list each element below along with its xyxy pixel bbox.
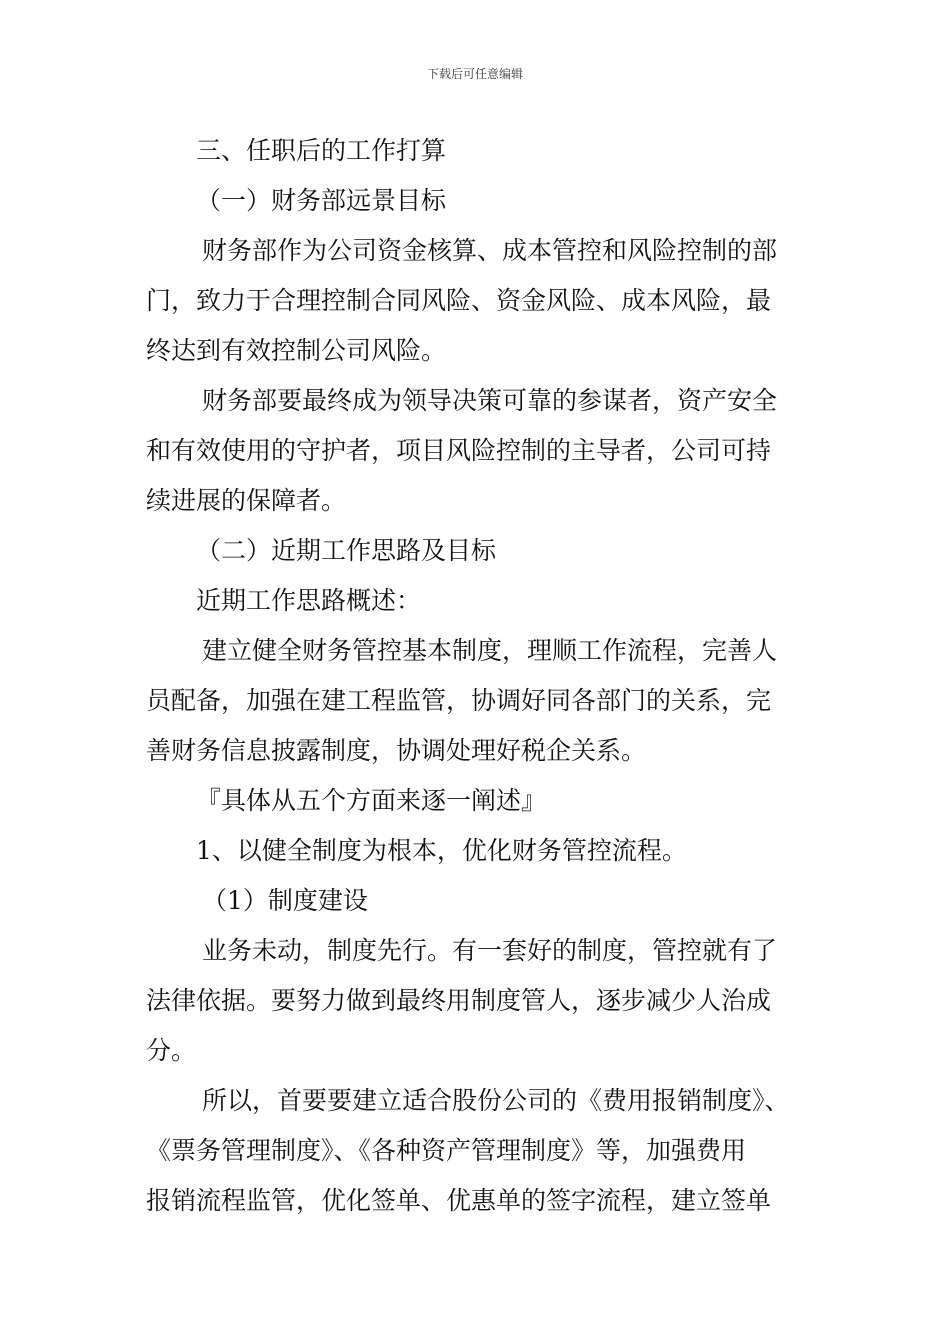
- paragraph-line: 报销流程监管，优化签单、优惠单的签字流程，建立签单: [146, 1186, 772, 1215]
- section-heading: 三、任职后的工作打算: [196, 136, 447, 165]
- paragraph-line: 『具体从五个方面来逐一阐述』: [196, 786, 547, 815]
- page-header: 下载后可任意编辑: [426, 67, 523, 81]
- subsection-heading: （一）财务部远景目标: [196, 186, 447, 215]
- paragraph-line: 和有效使用的守护者，项目风险控制的主导者，公司可持: [146, 436, 772, 465]
- paragraph-line: 员配备，加强在建工程监管，协调好同各部门的关系，完: [146, 686, 772, 715]
- paragraph-line: 善财务信息披露制度，协调处理好税企关系。: [146, 736, 647, 765]
- paragraph-line: 业务未动，制度先行。有一套好的制度，管控就有了: [202, 936, 778, 965]
- numbered-subheading: （1）制度建设: [202, 886, 368, 915]
- paragraph-line: 财务部作为公司资金核算、成本管控和风险控制的部: [202, 236, 778, 265]
- paragraph-line: 终达到有效控制公司风险。: [146, 336, 447, 365]
- subsection-heading: （二）近期工作思路及目标: [196, 536, 497, 565]
- paragraph-line: 法律依据。要努力做到最终用制度管人，逐步减少人治成: [146, 986, 772, 1015]
- paragraph-line: 所以，首要要建立适合股份公司的《费用报销制度》、: [202, 1086, 790, 1115]
- paragraph-line: 近期工作思路概述：: [196, 586, 422, 615]
- numbered-heading: 1、以健全制度为根本，优化财务管控流程。: [196, 836, 687, 865]
- paragraph-line: 门，致力于合理控制合同风险、资金风险、成本风险，最: [146, 286, 772, 315]
- paragraph-line: 财务部要最终成为领导决策可靠的参谋者，资产安全: [202, 386, 778, 415]
- paragraph-line: 分。: [146, 1036, 197, 1065]
- paragraph-line: 续进展的保障者。: [146, 486, 347, 515]
- document-body: [146, 126, 808, 1226]
- paragraph-line: 《票务管理制度》、《各种资产管理制度》等，加强费用: [146, 1136, 747, 1165]
- paragraph-line: 建立健全财务管控基本制度，理顺工作流程，完善人: [202, 636, 778, 665]
